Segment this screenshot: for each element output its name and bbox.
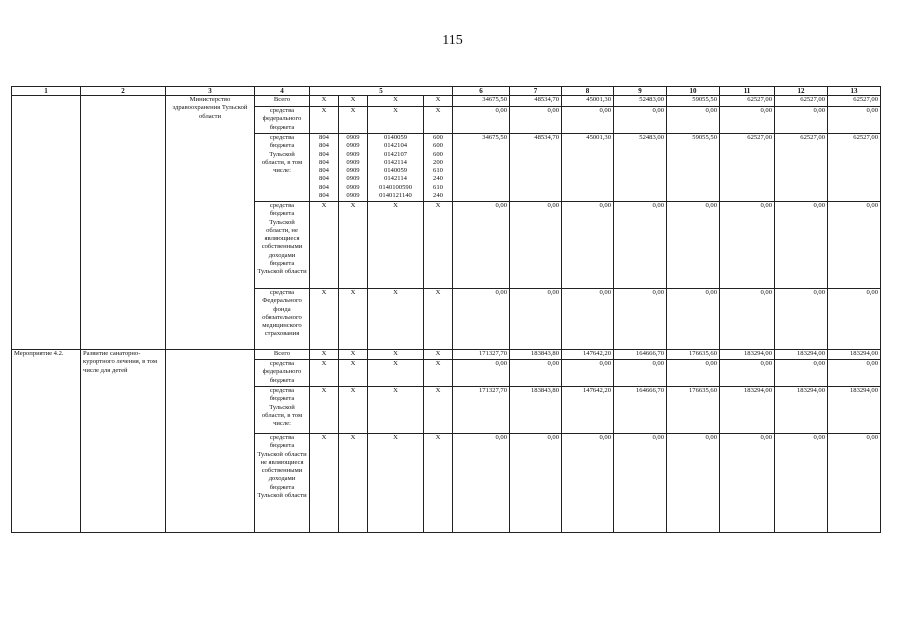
funding-source: средства федерального бюджета: [255, 360, 310, 387]
amount-cell: 59055,50: [667, 96, 720, 107]
amount-cell: 183294,00: [828, 387, 881, 434]
amount-cell: 0,00: [828, 202, 881, 289]
header-cell: 8: [562, 87, 614, 96]
budget-code-cell: X: [339, 96, 368, 107]
amount-cell: 45001,30: [562, 96, 614, 107]
amount-cell: 0,00: [453, 289, 510, 350]
header-cell: 2: [81, 87, 166, 96]
amount-cell: 183294,00: [720, 350, 775, 360]
amount-cell: 0,00: [720, 434, 775, 533]
budget-code-cell: X: [310, 360, 339, 387]
budget-code-cell: X: [368, 107, 424, 134]
entity-org: Министерство здравоохранения Тульской области: [166, 96, 255, 350]
amount-cell: 62527,00: [828, 134, 881, 202]
budget-code-cell: X: [424, 289, 453, 350]
header-cell: 10: [667, 87, 720, 96]
amount-cell: 176635,60: [667, 387, 720, 434]
budget-code-cell: X: [339, 350, 368, 360]
amount-cell: 0,00: [775, 289, 828, 350]
amount-cell: 183843,80: [510, 350, 562, 360]
budget-code-cell: X: [310, 289, 339, 350]
amount-cell: 0,00: [562, 107, 614, 134]
budget-code-cell: X: [339, 360, 368, 387]
funding-source: средства бюджета Тульской области, не являющиеся собственными доходами бюджета Тульской области: [255, 202, 310, 289]
table-body: [12, 96, 881, 533]
amount-cell: 0,00: [720, 107, 775, 134]
amount-cell: 0,00: [720, 289, 775, 350]
amount-cell: 183294,00: [775, 350, 828, 360]
amount-cell: 0,00: [453, 434, 510, 533]
funding-source: средства Федерального фонда обязательного медицинского страхования: [255, 289, 310, 350]
amount-cell: 0,00: [510, 360, 562, 387]
header-cell: 4: [255, 87, 310, 96]
amount-cell: 34675,50: [453, 134, 510, 202]
header-cell: 12: [775, 87, 828, 96]
amount-cell: 0,00: [510, 289, 562, 350]
funding-source: средства федерального бюджета: [255, 107, 310, 134]
budget-code-cell: 600 600 600 200 610 240 610 240: [424, 134, 453, 202]
amount-cell: 0,00: [828, 107, 881, 134]
funding-source: средства бюджета Тульской области, в том числе:: [255, 134, 310, 202]
page-number: 115: [442, 33, 463, 48]
amount-cell: 48534,70: [510, 134, 562, 202]
budget-code-cell: 0909 0909 0909 0909 0909 0909 0909 0909: [339, 134, 368, 202]
amount-cell: 0,00: [562, 360, 614, 387]
table-row: [12, 350, 881, 360]
amount-cell: 0,00: [667, 202, 720, 289]
budget-code-cell: X: [368, 350, 424, 360]
amount-cell: 34675,50: [453, 96, 510, 107]
budget-code-cell: X: [424, 350, 453, 360]
amount-cell: 52483,00: [614, 134, 667, 202]
budget-code-cell: X: [368, 289, 424, 350]
amount-cell: 62527,00: [775, 96, 828, 107]
header-cell: 11: [720, 87, 775, 96]
amount-cell: 0,00: [720, 360, 775, 387]
amount-cell: 0,00: [667, 107, 720, 134]
header-cell: 13: [828, 87, 881, 96]
amount-cell: 0,00: [828, 360, 881, 387]
amount-cell: 0,00: [828, 434, 881, 533]
budget-code-cell: X: [339, 387, 368, 434]
amount-cell: 48534,70: [510, 96, 562, 107]
amount-cell: 183294,00: [775, 387, 828, 434]
funding-source: средства бюджета Тульской области не являющиеся собственными доходами бюджета Тульской области: [255, 434, 310, 533]
amount-cell: 0,00: [775, 360, 828, 387]
amount-cell: 164666,70: [614, 350, 667, 360]
funding-source: Всего: [255, 96, 310, 107]
amount-cell: 0,00: [562, 202, 614, 289]
header-cell: 3: [166, 87, 255, 96]
amount-cell: 147642,20: [562, 387, 614, 434]
amount-cell: 183294,00: [828, 350, 881, 360]
amount-cell: 0,00: [453, 107, 510, 134]
amount-cell: 62527,00: [775, 134, 828, 202]
amount-cell: 62527,00: [720, 96, 775, 107]
amount-cell: 0,00: [614, 289, 667, 350]
header-cell: 7: [510, 87, 562, 96]
amount-cell: 52483,00: [614, 96, 667, 107]
amount-cell: 0,00: [562, 289, 614, 350]
budget-code-cell: X: [310, 202, 339, 289]
budget-code-cell: X: [424, 387, 453, 434]
budget-code-cell: X: [424, 360, 453, 387]
amount-cell: 0,00: [775, 434, 828, 533]
header-cell: 1: [12, 87, 81, 96]
entity-label: Мероприятие 4.2.: [12, 350, 81, 533]
amount-cell: 0,00: [775, 202, 828, 289]
amount-cell: 164666,70: [614, 387, 667, 434]
budget-code-cell: X: [339, 434, 368, 533]
amount-cell: 171327,70: [453, 387, 510, 434]
funding-source: средства бюджета Тульской области, в том числе:: [255, 387, 310, 434]
header-cell: 6: [453, 87, 510, 96]
header-row: [12, 87, 881, 96]
amount-cell: 0,00: [667, 434, 720, 533]
funding-source: Всего: [255, 350, 310, 360]
budget-code-cell: X: [368, 387, 424, 434]
budget-code-cell: X: [339, 202, 368, 289]
amount-cell: 0,00: [614, 360, 667, 387]
entity-label: [12, 96, 81, 350]
budget-code-cell: 0140059 0142104 0142107 0142114 0140059 0142114 0140100590 0140121140: [368, 134, 424, 202]
budget-code-cell: 804 804 804 804 804 804 804 804: [310, 134, 339, 202]
table-row: [12, 96, 881, 107]
amount-cell: 0,00: [453, 360, 510, 387]
budget-code-cell: X: [424, 107, 453, 134]
amount-cell: 0,00: [775, 107, 828, 134]
entity-name: Развитие санаторно-курортного лечения, в том числе для детей: [81, 350, 166, 533]
amount-cell: 183843,80: [510, 387, 562, 434]
budget-code-cell: X: [368, 202, 424, 289]
amount-cell: 0,00: [614, 202, 667, 289]
amount-cell: 171327,70: [453, 350, 510, 360]
amount-cell: 59055,50: [667, 134, 720, 202]
amount-cell: 0,00: [667, 360, 720, 387]
amount-cell: 183294,00: [720, 387, 775, 434]
budget-code-cell: X: [368, 434, 424, 533]
budget-code-cell: X: [424, 434, 453, 533]
amount-cell: 0,00: [667, 289, 720, 350]
budget-code-cell: X: [310, 107, 339, 134]
budget-code-cell: X: [339, 289, 368, 350]
budget-code-cell: X: [339, 107, 368, 134]
amount-cell: 45001,30: [562, 134, 614, 202]
budget-code-cell: X: [310, 96, 339, 107]
header-cell: 5: [310, 87, 453, 96]
amount-cell: 0,00: [614, 434, 667, 533]
entity-org: [166, 350, 255, 533]
amount-cell: 62527,00: [720, 134, 775, 202]
budget-code-cell: X: [368, 360, 424, 387]
amount-cell: 176635,60: [667, 350, 720, 360]
amount-cell: 0,00: [720, 202, 775, 289]
budget-code-cell: X: [424, 202, 453, 289]
budget-code-cell: X: [310, 350, 339, 360]
amount-cell: 0,00: [614, 107, 667, 134]
budget-code-cell: X: [310, 387, 339, 434]
amount-cell: 0,00: [453, 202, 510, 289]
amount-cell: 0,00: [510, 107, 562, 134]
header-cell: 9: [614, 87, 667, 96]
amount-cell: 0,00: [562, 434, 614, 533]
amount-cell: 0,00: [828, 289, 881, 350]
amount-cell: 147642,20: [562, 350, 614, 360]
amount-cell: 0,00: [510, 434, 562, 533]
entity-name: [81, 96, 166, 350]
amount-cell: 62527,00: [828, 96, 881, 107]
amount-cell: 0,00: [510, 202, 562, 289]
budget-code-cell: X: [368, 96, 424, 107]
budget-code-cell: X: [424, 96, 453, 107]
budget-table: [11, 86, 881, 533]
budget-code-cell: X: [310, 434, 339, 533]
